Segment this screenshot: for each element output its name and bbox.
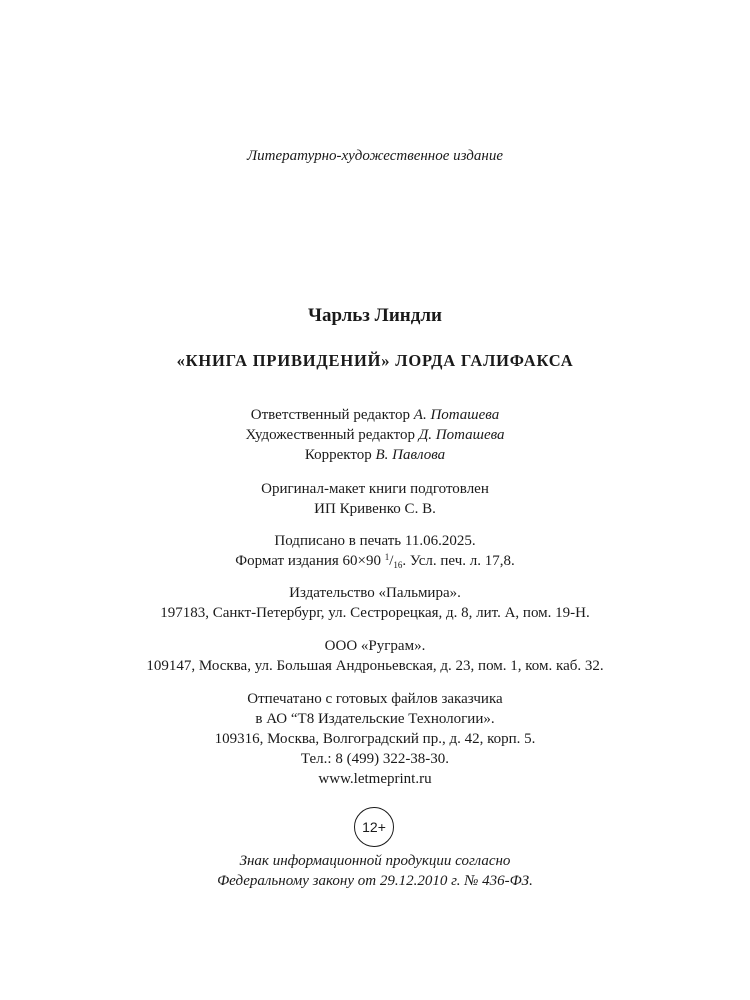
genre-label: Литературно-художественное издание <box>247 148 503 164</box>
age-rating-badge: 12+ <box>354 807 394 847</box>
editor-label: Ответственный редактор <box>250 407 411 423</box>
layout-credit-line-1: Оригинал-макет книги подготовлен <box>261 481 489 497</box>
printer-address: 109316, Москва, Волгоградский пр., д. 42, корп. 5. <box>214 731 536 747</box>
art-editor-name: Д. Поташева <box>418 427 505 443</box>
legal-notice-line-1: Знак информационной продукции согласно <box>239 853 511 869</box>
fraction-numerator: 1 <box>384 552 390 562</box>
format-line <box>0 551 750 571</box>
author-name: Чарльз Линдли <box>308 305 442 326</box>
format-prefix: Формат издания 60×90 <box>235 553 381 569</box>
publisher-address: 197183, Санкт-Петербург, ул. Сестрорецкая, д. 8, лит. А, пом. 19-Н. <box>160 605 590 621</box>
editor-line <box>0 405 750 425</box>
distributor-name: ООО «Руграм». <box>324 638 426 654</box>
corrector-line <box>0 445 750 465</box>
art-editor-label: Художественный редактор <box>245 427 415 443</box>
fraction-slash: / <box>389 553 394 569</box>
printer-line-2: в АО “Т8 Издательские Технологии». <box>255 711 495 727</box>
corrector-label: Корректор <box>304 447 372 463</box>
publisher-name: Издательство «Пальмира». <box>289 585 461 601</box>
signed-date: Подписано в печать 11.06.2025. <box>274 533 476 549</box>
printer-website: www.letmeprint.ru <box>318 771 432 787</box>
printer-line-1: Отпечатано с готовых файлов заказчика <box>247 691 503 707</box>
book-title: «КНИГА ПРИВИДЕНИЙ» ЛОРДА ГАЛИФАКСА <box>176 351 574 370</box>
distributor-address: 109147, Москва, ул. Большая Андроньевская, д. 23, пом. 1, ком. каб. 32. <box>146 658 604 674</box>
fraction-denominator: 16 <box>393 560 403 570</box>
legal-notice-line-2: Федеральному закону от 29.12.2010 г. № 436-ФЗ. <box>217 873 533 889</box>
corrector-name: В. Павлова <box>375 447 446 463</box>
format-suffix: . Усл. печ. л. 17,8. <box>402 553 515 569</box>
layout-credit-line-2: ИП Кривенко С. В. <box>314 501 436 517</box>
art-editor-line <box>0 425 750 445</box>
printer-phone: Тел.: 8 (499) 322-38-30. <box>300 751 450 767</box>
editor-name: А. Поташева <box>413 407 500 423</box>
